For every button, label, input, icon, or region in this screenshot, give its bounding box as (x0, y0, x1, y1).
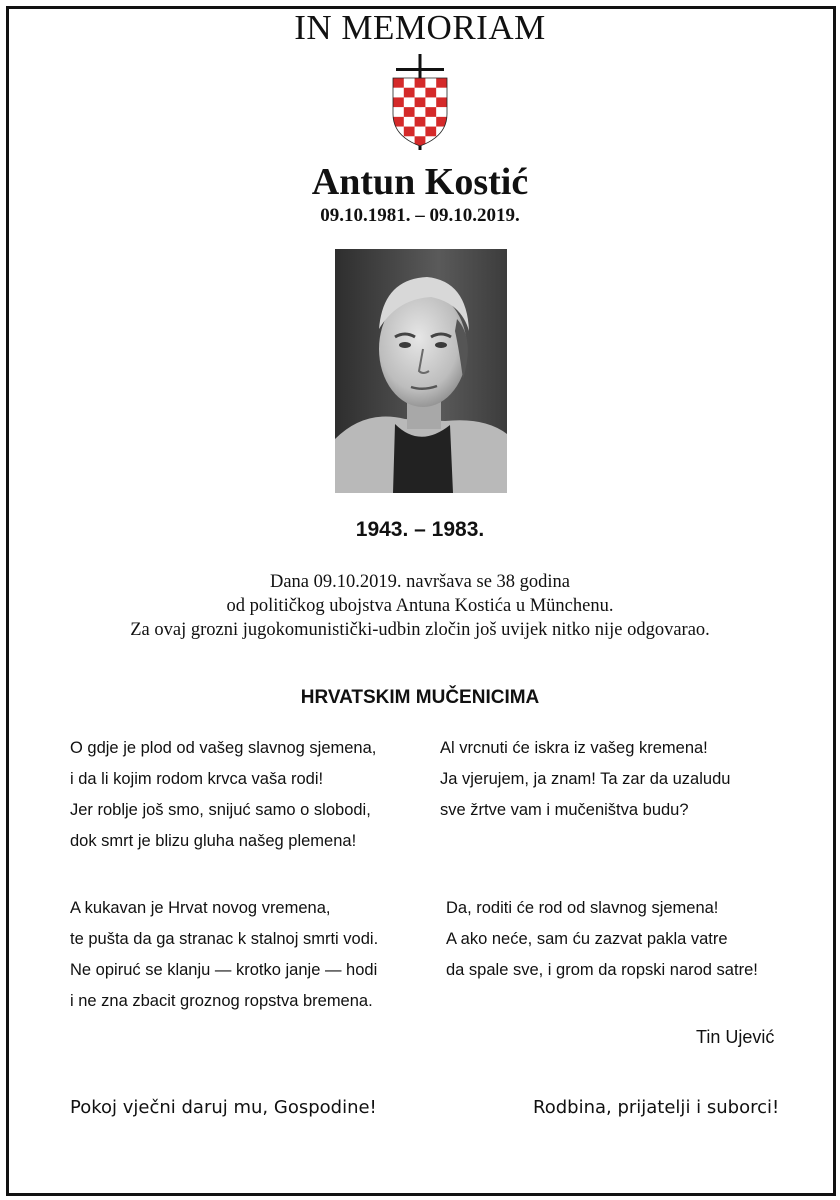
poem-line: Da, roditi će rod od slavnog sjemena! (446, 899, 719, 917)
poem-line: A kukavan je Hrvat novog vremena, (70, 899, 331, 917)
poem-line: sve žrtve vam i mučeništva budu? (440, 801, 689, 819)
memorial-notice (0, 570, 840, 642)
anniversary-dates: 09.10.1981. – 09.10.2019. (320, 205, 520, 226)
poem-author: Tin Ujević (696, 1027, 775, 1047)
poem-stanza-4 (446, 893, 758, 986)
page-title: IN MEMORIAM (294, 8, 546, 47)
poem-line: i da li kojim rodom krvca vaša rodi! (70, 770, 324, 788)
poem-line: A ako neće, sam ću zazvat pakla vatre (446, 930, 728, 948)
poem-stanza-3 (70, 893, 378, 1017)
poem-line: Al vrcnuti će iskra iz vašeg kremena! (440, 739, 708, 757)
poem-line: O gdje je plod od vašeg slavnog sjemena, (70, 739, 377, 757)
notice-line: Za ovaj grozni jugokomunistički-udbin zločin još uvijek nitko nije odgovarao. (130, 620, 710, 640)
poem-line: te pušta da ga stranac k stalnoj smrti vodi. (70, 930, 379, 948)
poem-line: i ne zna zbacit groznog ropstva bremena. (70, 992, 373, 1010)
person-name: Antun Kostić (311, 161, 529, 203)
poem-title: HRVATSKIM MUČENICIMA (300, 687, 540, 708)
life-years: 1943. – 1983. (355, 518, 485, 541)
notice-line: Dana 09.10.2019. navršava se 38 godina (269, 572, 571, 592)
signature-family: Rodbina, prijatelji i suborci! (533, 1097, 780, 1118)
poem-line: Ne opiruć se klanju — krotko janje — hodi (70, 961, 378, 979)
poem-line: dok smrt je blizu gluha našeg plemena! (70, 832, 357, 850)
prayer-text: Pokoj vječni daruj mu, Gospodine! (70, 1097, 377, 1118)
notice-line: od političkog ubojstva Antuna Kostića u Münchenu. (226, 596, 614, 616)
poem-line: da spale sve, i grom da ropski narod satre! (446, 961, 758, 979)
poem-line: Ja vjerujem, ja znam! Ta zar da uzaludu (440, 770, 731, 788)
poem-stanza-1 (70, 733, 376, 857)
poem-line: Jer roblje još smo, snijuć samo o slobodi, (70, 801, 371, 819)
poem-stanza-2 (440, 733, 730, 826)
portrait-photo (335, 249, 507, 493)
croatian-checkerboard-shield-with-cross-icon (390, 52, 450, 150)
